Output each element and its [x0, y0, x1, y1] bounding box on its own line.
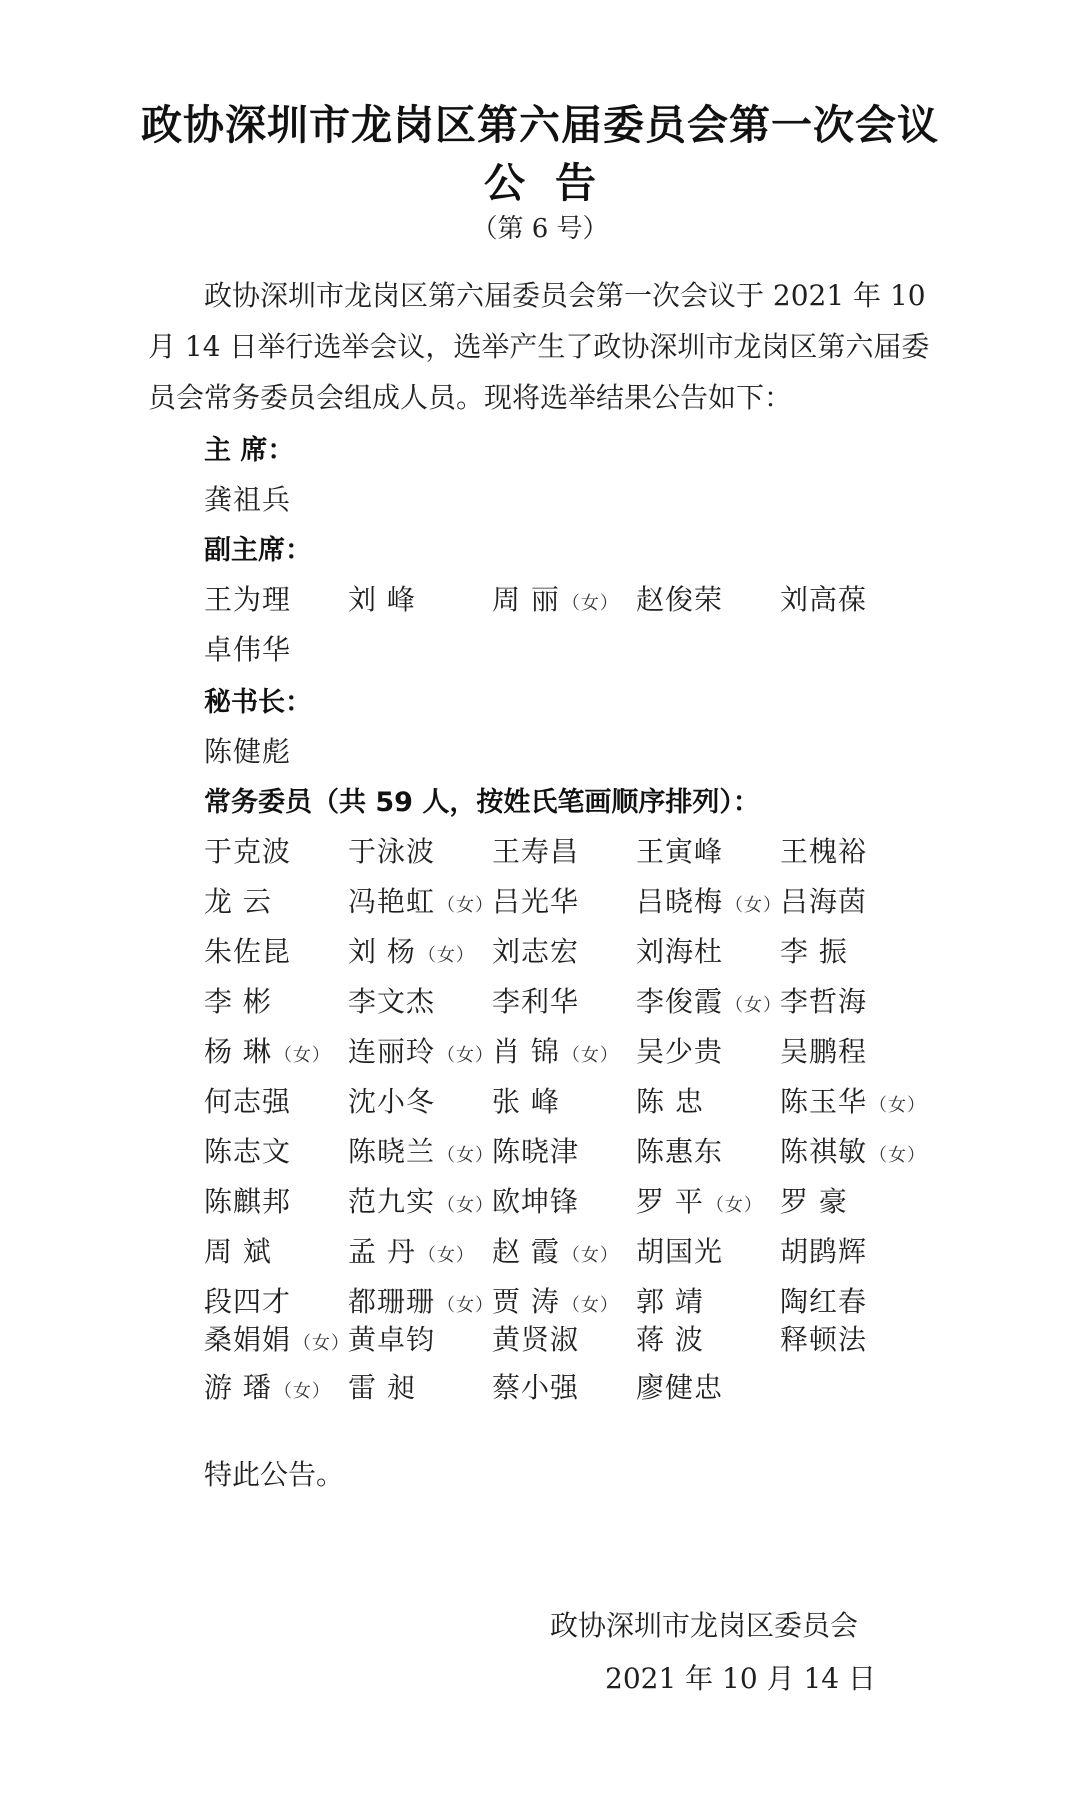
member-name [204, 1318, 350, 1358]
member-name [348, 1030, 494, 1070]
member-name-text: 陈志文 [204, 1135, 292, 1168]
member-name-text: 陈 忠 [636, 1085, 704, 1118]
member-name [204, 930, 291, 970]
signature-organization: 政协深圳市龙岗区委员会 [550, 1609, 859, 1642]
vice-chairman-heading: 副主席： [204, 535, 312, 566]
member-name [636, 1366, 723, 1406]
member-name-text: 刘 杨 [348, 935, 416, 968]
member-name-text: 陈玉华 [780, 1085, 868, 1118]
member-name [492, 1130, 579, 1170]
member-name [636, 1230, 723, 1270]
female-mark: （女） [417, 944, 475, 966]
chairman-heading: 主 席： [204, 435, 295, 466]
member-name-text: 蒋 波 [636, 1323, 704, 1356]
female-mark: （女） [869, 1144, 927, 1166]
member-name [492, 1180, 579, 1220]
member-name-text: 桑娟娟 [204, 1323, 292, 1356]
member-name-text: 吕晓梅 [636, 885, 724, 918]
member-name-text: 朱佐昆 [204, 935, 292, 968]
member-name-text: 沈小冬 [348, 1085, 436, 1118]
member-name-text: 赵俊荣 [636, 583, 724, 616]
member-name-text: 吕光华 [492, 885, 580, 918]
member-name-text: 范九实 [348, 1185, 436, 1218]
member-name-text: 李哲海 [780, 985, 868, 1018]
member-name-text: 张 峰 [492, 1085, 560, 1118]
member-name [204, 1030, 331, 1070]
female-mark: （女） [437, 1144, 495, 1166]
female-mark: （女） [417, 1244, 475, 1266]
member-name-text: 罗 豪 [780, 1185, 848, 1218]
member-name-text: 李俊霞 [636, 985, 724, 1018]
member-name [636, 1318, 704, 1358]
member-name-text: 周 丽 [492, 583, 560, 616]
member-name-text: 陶红春 [780, 1285, 868, 1318]
member-name [348, 1366, 416, 1406]
member-name [204, 1366, 331, 1406]
member-name [348, 1318, 435, 1358]
member-name [492, 1366, 579, 1406]
member-name [780, 1230, 867, 1270]
female-mark: （女） [293, 1332, 351, 1354]
member-name-text: 于泳波 [348, 835, 436, 868]
member-name [204, 1280, 291, 1320]
member-name-text: 陈祺敏 [780, 1135, 868, 1168]
member-name [780, 1080, 926, 1120]
intro-line-2: 月 14 日举行选举会议，选举产生了政协深圳市龙岗区第六届委 [148, 330, 930, 363]
member-name-text: 陈惠东 [636, 1135, 724, 1168]
member-name-text: 龙 云 [204, 885, 272, 918]
member-name-text: 胡鹍辉 [780, 1235, 868, 1268]
member-name-text: 刘 峰 [348, 583, 416, 616]
member-name-text: 黄贤淑 [492, 1323, 580, 1356]
member-name-text: 黄卓钧 [348, 1323, 436, 1356]
member-name-text: 卓伟华 [204, 633, 292, 666]
member-name-text: 李 彬 [204, 985, 272, 1018]
member-name [780, 980, 867, 1020]
member-name-text: 雷 昶 [348, 1371, 416, 1404]
female-mark: （女） [869, 1094, 927, 1116]
member-name [780, 1180, 848, 1220]
member-name-text: 冯艳虹 [348, 885, 436, 918]
member-name [204, 628, 291, 668]
member-name [348, 1080, 435, 1120]
member-name-text: 刘高葆 [780, 583, 868, 616]
member-name [780, 1030, 867, 1070]
member-name [492, 1318, 579, 1358]
member-name [780, 578, 867, 618]
member-name [492, 1280, 619, 1320]
member-name [780, 830, 867, 870]
member-name [204, 1080, 291, 1120]
member-name [348, 1230, 475, 1270]
female-mark: （女） [273, 1044, 331, 1066]
intro-line-1: 政协深圳市龙岗区第六届委员会第一次会议于 2021 年 10 [204, 279, 926, 312]
female-mark: （女） [725, 894, 783, 916]
secretary-heading: 秘书长： [204, 687, 312, 718]
female-mark: （女） [273, 1380, 331, 1402]
female-mark: （女） [437, 1294, 495, 1316]
member-name-text: 贾 涛 [492, 1285, 560, 1318]
member-name-text: 王为理 [204, 583, 292, 616]
member-name [492, 578, 619, 618]
document-subtitle: 公告 [484, 159, 626, 207]
member-name [348, 830, 435, 870]
female-mark: （女） [437, 1044, 495, 1066]
closing-statement: 特此公告。 [204, 1458, 345, 1491]
member-name-text: 李利华 [492, 985, 580, 1018]
member-name [492, 830, 579, 870]
member-name [348, 880, 494, 920]
member-name [636, 1030, 723, 1070]
member-name [348, 578, 416, 618]
female-mark: （女） [561, 592, 619, 614]
intro-line-3: 员会常务委员会组成人员。现将选举结果公告如下： [148, 381, 793, 414]
member-name-text: 段四才 [204, 1285, 292, 1318]
female-mark: （女） [437, 1194, 495, 1216]
member-name [492, 880, 579, 920]
member-name-text: 王槐裕 [780, 835, 868, 868]
member-name-text: 罗 平 [636, 1185, 704, 1218]
member-name-text: 游 璠 [204, 1371, 272, 1404]
member-name [780, 1130, 926, 1170]
member-name-text: 赵 霞 [492, 1235, 560, 1268]
secretary-name: 陈健彪 [204, 735, 292, 768]
female-mark: （女） [437, 894, 495, 916]
member-name [492, 930, 579, 970]
member-name-text: 都珊珊 [348, 1285, 436, 1318]
member-name [780, 880, 867, 920]
member-name [492, 980, 579, 1020]
member-name-text: 吕海茵 [780, 885, 868, 918]
female-mark: （女） [561, 1244, 619, 1266]
member-name-text: 欧坤锋 [492, 1185, 580, 1218]
member-name-text: 周 斌 [204, 1235, 272, 1268]
member-name-text: 胡国光 [636, 1235, 724, 1268]
member-name [348, 1280, 494, 1320]
member-name-text: 杨 琳 [204, 1035, 272, 1068]
member-name-text: 王寅峰 [636, 835, 724, 868]
member-name [636, 830, 723, 870]
member-name [636, 1280, 704, 1320]
member-name [204, 830, 291, 870]
member-name [348, 1130, 494, 1170]
member-name [204, 1230, 272, 1270]
female-mark: （女） [561, 1294, 619, 1316]
member-name [204, 1180, 291, 1220]
member-name-text: 连丽玲 [348, 1035, 436, 1068]
member-name-text: 王寿昌 [492, 835, 580, 868]
chairman-name: 龚祖兵 [204, 483, 292, 516]
member-name-text: 吴鹏程 [780, 1035, 868, 1068]
member-name-text: 陈晓津 [492, 1135, 580, 1168]
member-name [492, 1030, 619, 1070]
member-name [636, 578, 723, 618]
member-name-text: 吴少贵 [636, 1035, 724, 1068]
member-name [636, 1130, 723, 1170]
document-title: 政协深圳市龙岗区第六届委员会第一次会议 [141, 101, 939, 149]
member-name [348, 980, 435, 1020]
member-name [204, 578, 291, 618]
member-name-text: 李文杰 [348, 985, 436, 1018]
member-name [636, 880, 782, 920]
member-name-text: 肖 锦 [492, 1035, 560, 1068]
female-mark: （女） [725, 994, 783, 1016]
female-mark: （女） [561, 1044, 619, 1066]
member-name [636, 930, 723, 970]
member-name [780, 1280, 867, 1320]
member-name [348, 1180, 494, 1220]
issue-number: （第 6 号） [471, 214, 609, 244]
member-name-text: 刘海杜 [636, 935, 724, 968]
female-mark: （女） [705, 1194, 763, 1216]
member-name [492, 1230, 619, 1270]
member-name-text: 孟 丹 [348, 1235, 416, 1268]
member-name-text: 蔡小强 [492, 1371, 580, 1404]
member-name-text: 刘志宏 [492, 935, 580, 968]
member-name-text: 郭 靖 [636, 1285, 704, 1318]
member-name-text: 李 振 [780, 935, 848, 968]
member-name-text: 释顿法 [780, 1323, 868, 1356]
standing-members-heading: 常务委员（共 59 人，按姓氏笔画顺序排列）： [204, 787, 760, 818]
member-name [204, 980, 272, 1020]
member-name-text: 何志强 [204, 1085, 292, 1118]
member-name [780, 930, 848, 970]
member-name [348, 930, 475, 970]
member-name [636, 1180, 763, 1220]
member-name-text: 廖健忠 [636, 1371, 724, 1404]
member-name [204, 880, 272, 920]
signature-date: 2021 年 10 月 14 日 [605, 1662, 877, 1695]
member-name [636, 1080, 704, 1120]
member-name [780, 1318, 867, 1358]
member-name [636, 980, 782, 1020]
member-name [492, 1080, 560, 1120]
member-name-text: 于克波 [204, 835, 292, 868]
member-name [204, 1130, 291, 1170]
member-name-text: 陈麒邦 [204, 1185, 292, 1218]
member-name-text: 陈晓兰 [348, 1135, 436, 1168]
